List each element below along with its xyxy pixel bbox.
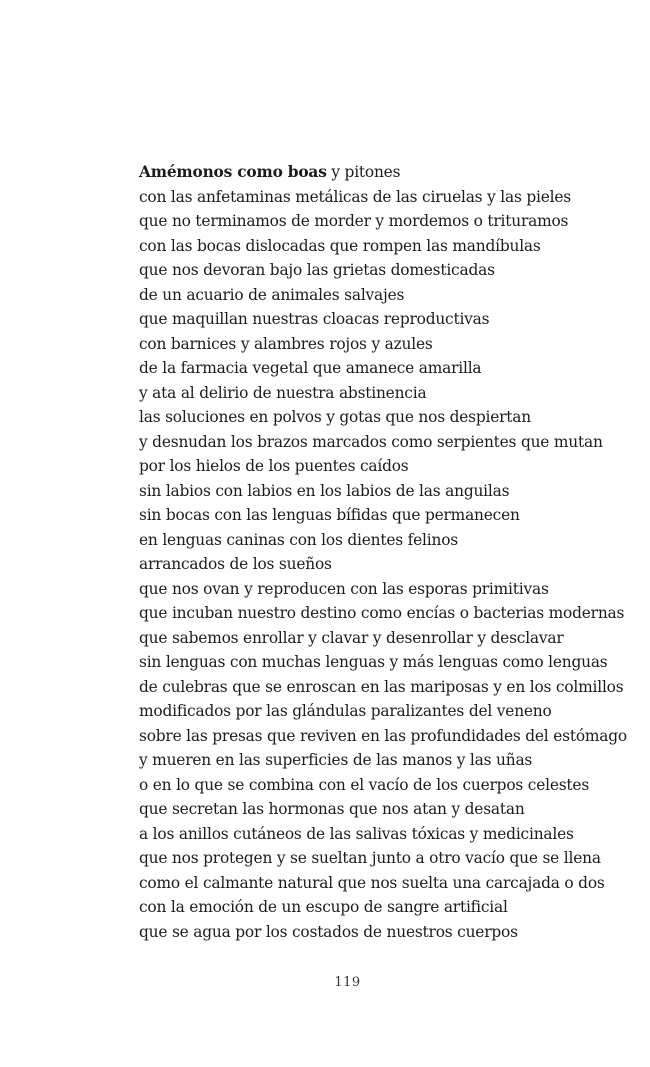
poem-line: a los anillos cutáneos de las salivas tóxicas y medicinales (139, 824, 574, 843)
poem-opening-rest: y pitones (326, 163, 401, 181)
poem-line-first (139, 160, 627, 185)
poem-line: que nos protegen y se sueltan junto a otro vacío que se llena (139, 849, 601, 867)
poem-line: que nos ovan y reproducen con las esporas primitivas (139, 579, 549, 598)
page-number: 119 (334, 975, 361, 990)
poem-line: con las bocas dislocadas que rompen las mandíbulas (139, 236, 541, 255)
poem-line: que nos devoran bajo las grietas domesticadas (139, 261, 495, 279)
poem-line: sin labios con labios en los labios de las anguilas (139, 481, 510, 500)
poem-line: que incuban nuestro destino como encías o bacterias modernas (139, 604, 625, 622)
poem-line: sobre las presas que reviven en las profundidades del estómago (139, 726, 627, 745)
poem-line: como el calmante natural que nos suelta una carcajada o dos (139, 873, 605, 892)
poem-opening-bold: Amémonos como boas (139, 163, 327, 181)
poem-line: sin bocas con las lenguas bífidas que permanecen (139, 506, 520, 524)
poem-line: en lenguas caninas con los dientes felinos (139, 530, 458, 549)
poem-line: o en lo que se combina con el vacío de los cuerpos celestes (139, 775, 590, 794)
poem-line: que no terminamos de morder y mordemos o trituramos (139, 212, 569, 230)
poem-text (139, 160, 627, 944)
poem-line: que maquillan nuestras cloacas reproductivas (139, 310, 490, 328)
poem-line: que se agua por los costados de nuestros cuerpos (139, 922, 518, 941)
poem-line: arrancados de los sueños (139, 555, 332, 573)
poem-line: sin lenguas con muchas lenguas y más lenguas como lenguas (139, 653, 608, 671)
poem-line: modificados por las glándulas paralizantes del veneno (139, 702, 552, 720)
poem-line: y desnudan los brazos marcados como serpientes que mutan (139, 432, 603, 451)
poem-line: y mueren en las superficies de las manos y las uñas (139, 751, 533, 769)
poem-line: y ata al delirio de nuestra abstinencia (139, 383, 427, 402)
poem-line: por los hielos de los puentes caídos (139, 457, 409, 475)
poem-line: que secretan las hormonas que nos atan y desatan (139, 800, 525, 818)
poem-line: con las anfetaminas metálicas de las ciruelas y las pieles (139, 187, 571, 206)
poem-line: las soluciones en polvos y gotas que nos despiertan (139, 408, 531, 426)
poem-line: de un acuario de animales salvajes (139, 285, 405, 304)
poem-line: de la farmacia vegetal que amanece amarilla (139, 359, 482, 377)
poem-line: de culebras que se enroscan en las mariposas y en los colmillos (139, 677, 624, 696)
poem-line: con la emoción de un escupo de sangre artificial (139, 898, 508, 916)
poem-line: que sabemos enrollar y clavar y desenrollar y desclavar (139, 628, 564, 647)
poem-line: con barnices y alambres rojos y azules (139, 334, 433, 353)
